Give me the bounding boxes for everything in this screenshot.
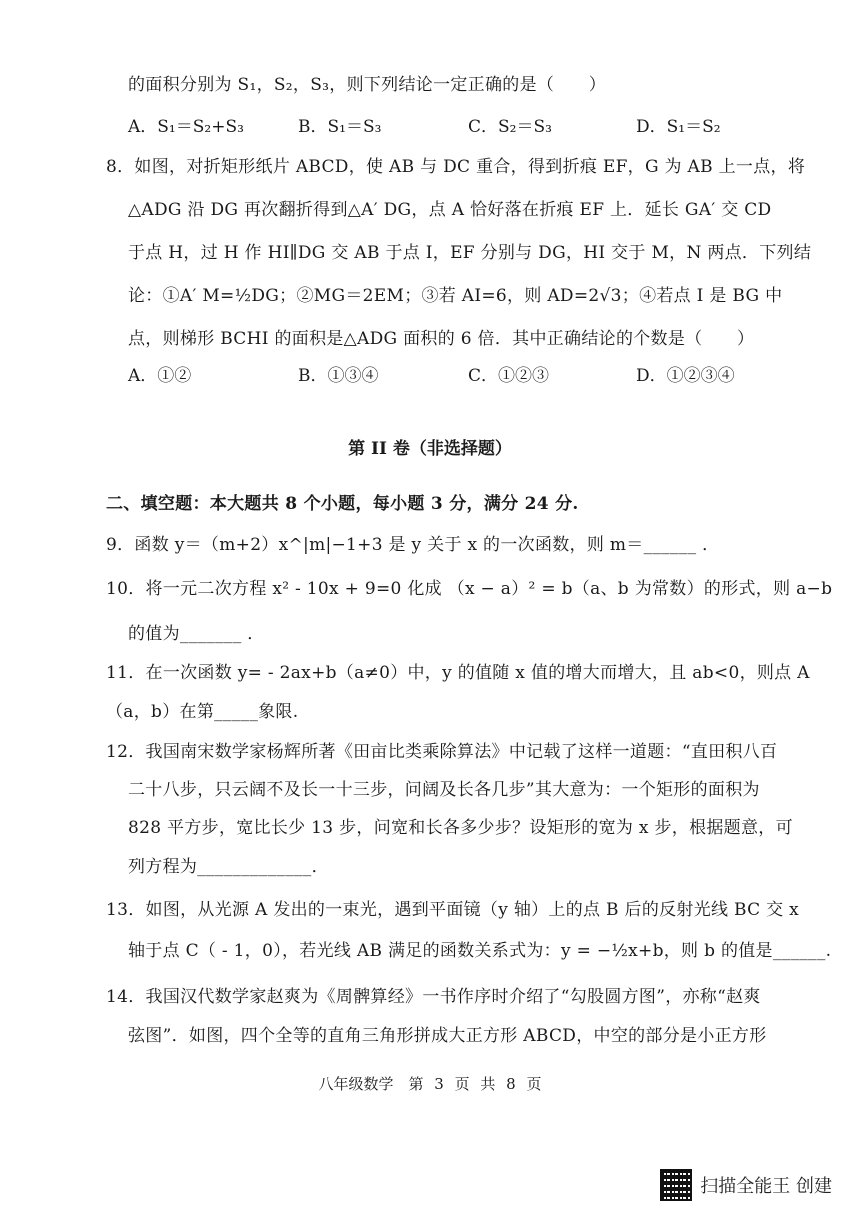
q10-line-2: 的值为_______ ．: [128, 624, 265, 644]
q8-option-d: D．①②③④: [636, 366, 735, 386]
q12-line-1: 12．我国南宋数学家杨辉所著《田亩比类乘除算法》中记载了这样一道题：“直田积八百: [106, 742, 778, 762]
q13-line-1: 13．如图，从光源 A 发出的一束光，遇到平面镜（y 轴）上的点 B 后的反射光线 BC 交 x: [106, 900, 800, 920]
q8-option-a: A．①②: [128, 366, 192, 386]
q12-line-4: 列方程为_____________．: [128, 857, 329, 877]
q8-line-4: 论：①A′ M=½DG；②MG＝2EM；③若 AI=6，则 AD=2√3；④若点 I 是 BG 中: [128, 286, 783, 306]
page-footer: 八年级数学 第 3 页 共 8 页: [318, 1075, 542, 1093]
q8-option-b: B．①③④: [298, 366, 379, 386]
q10-line-1: 10．将一元二次方程 x² - 10x + 9=0 化成 （x − a）² = b（a、b 为常数）的形式，则 a−b: [106, 579, 833, 599]
q8-options: [128, 364, 768, 388]
q14-line-1: 14．我国汉代数学家赵爽为《周髀算经》一书作序时介绍了“勾股圆方图”，亦称“赵爽: [106, 987, 761, 1007]
section-title: 第 II 卷（非选择题）: [348, 439, 512, 459]
q7-option-b: B．S₁＝S₃: [298, 117, 382, 137]
q8-line-2: △ADG 沿 DG 再次翻折得到△A′ DG，点 A 恰好落在折痕 EF 上．延长 GA′ 交 CD: [128, 200, 772, 220]
q8-line-1: 8．如图，对折矩形纸片 ABCD，使 AB 与 DC 重合，得到折痕 EF，G 为 AB 上一点，将: [106, 157, 806, 177]
q13-line-2: 轴于点 C（ - 1，0），若光线 AB 满足的函数关系式为：y = −½x+b，则 b 的值是______.: [128, 941, 832, 961]
q8-option-c: C．①②③: [468, 366, 550, 386]
q7-option-d: D．S₁＝S₂: [636, 117, 721, 137]
q7-option-a: A．S₁＝S₂+S₃: [128, 117, 244, 137]
q12-line-2: 二十八步，只云阔不及长一十三步，问阔及长各几步”其大意为：一个矩形的面积为: [128, 780, 760, 800]
part2-heading: 二、填空题：本大题共 8 个小题，每小题 3 分，满分 24 分.: [106, 494, 579, 514]
scanner-watermark: [660, 1168, 832, 1202]
q8-line-5: 点，则梯形 BCHI 的面积是△ADG 面积的 6 倍．其中正确结论的个数是（ ）: [128, 329, 755, 349]
q11-line-2: （a，b）在第_____象限.: [106, 702, 299, 722]
q11-line-1: 11．在一次函数 y= - 2ax+b（a≠0）中，y 的值随 x 值的增大而增大，且 ab<0，则点 A: [106, 663, 810, 683]
q8-line-3: 于点 H，过 H 作 HI∥DG 交 AB 于点 I，EF 分别与 DG，HI 交于 M，N 两点．下列结: [128, 243, 812, 263]
watermark-text: 扫描全能王 创建: [700, 1176, 832, 1197]
q7-option-c: C．S₂＝S₃: [468, 117, 552, 137]
qr-code-icon: [660, 1169, 692, 1201]
q7-tail: 的面积分别为 S₁，S₂，S₃，则下列结论一定正确的是（ ）: [128, 75, 607, 95]
q7-options: [128, 115, 768, 139]
q12-line-3: 828 平方步，宽比长少 13 步，问宽和长各多少步？设矩形的宽为 x 步，根据题意，可: [128, 818, 793, 838]
q14-line-2: 弦图”．如图，四个全等的直角三角形拼成大正方形 ABCD，中空的部分是小正方形: [128, 1026, 767, 1046]
question-9: 9．函数 y＝（m+2）x^|m|−1+3 是 y 关于 x 的一次函数，则 m＝______ ．: [106, 535, 720, 555]
